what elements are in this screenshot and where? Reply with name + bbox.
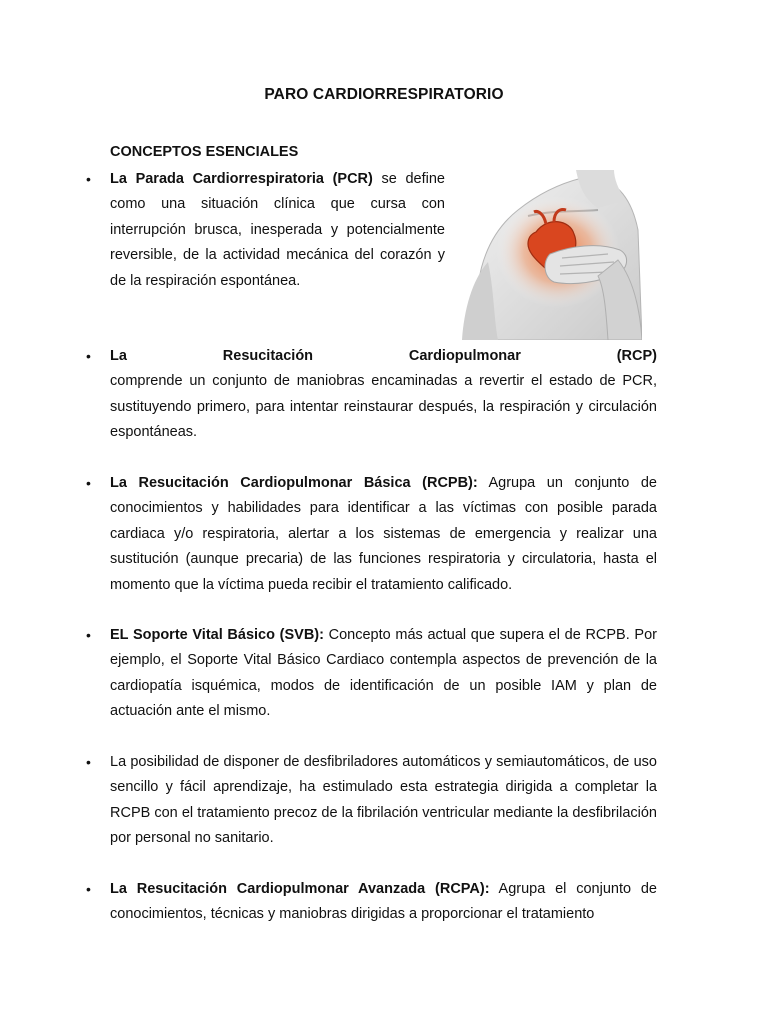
term-rcp-line — [110, 344, 657, 369]
page-title: PARO CARDIORRESPIRATORIO — [264, 86, 504, 103]
definition-rcpb: Agrupa un conjunto de conocimientos y habilidades para identificar a las víctimas con posible parada cardiaca y/o respiratoria, alertar a los sistemas de emergencia y realizar una sustitución (aunque precaria) de las funciones respiratoria y circulatoria, hasta el momento que la víctima pueda recibir el tratamiento calificado. — [110, 475, 657, 593]
definition-svb: Concepto más actual que supera el de RCPB. Por ejemplo, el Soporte Vital Básico Cardiaco contempla aspectos de prevención de la cardiopatía isquémica, modos de identificación de un posible IAM y plan de actuación ante el mismo. — [110, 627, 657, 720]
term-pcr: La Parada Cardiorrespiratoria (PCR) — [110, 171, 373, 187]
list-item-svb — [110, 623, 657, 725]
list-item-rcpa — [110, 877, 657, 928]
definition-rcp: comprende un conjunto de maniobras encaminadas a revertir el estado de PCR, sustituyendo primero, para intentar reinstaurar después, la respiración y circulación espontáneas. — [110, 373, 657, 441]
chest-pain-figure-svg — [458, 170, 642, 340]
term-rcpa: La Resucitación Cardiopulmonar Avanzada (RCPA): — [110, 881, 490, 897]
term-rcpb: La Resucitación Cardiopulmonar Básica (RCPB): — [110, 475, 478, 491]
list-item-desfibriladores — [110, 750, 657, 852]
definition-pcr: se define como una situación clínica que cursa con interrupción brusca, inesperada y potencialmente reversible, de la actividad mecánica del corazón y de la respiración espontánea. — [110, 171, 445, 289]
list-item-rcpb — [110, 471, 657, 598]
list-item-rcp — [110, 344, 657, 446]
paragraph-desfibriladores: La posibilidad de disponer de desfibriladores automáticos y semiautomáticos, de uso sencillo y fácil aprendizaje, ha estimulado esta estrategia dirigida a completar la RCPB con el tratamiento precoz de la fibrilación ventricular mediante la desfibrilación por personal no sanitario. — [110, 754, 657, 847]
chest-pain-illustration — [458, 170, 642, 340]
list-item-pcr — [110, 167, 445, 294]
term-svb: EL Soporte Vital Básico (SVB): — [110, 627, 324, 643]
term-rcp: La Resucitación Cardiopulmonar (RCP) — [110, 348, 657, 364]
section-heading: CONCEPTOS ESENCIALES — [110, 144, 299, 160]
definition-rcpa: Agrupa el conjunto de conocimientos, técnicas y maniobras dirigidas a proporcionar el tratamiento — [110, 881, 657, 923]
